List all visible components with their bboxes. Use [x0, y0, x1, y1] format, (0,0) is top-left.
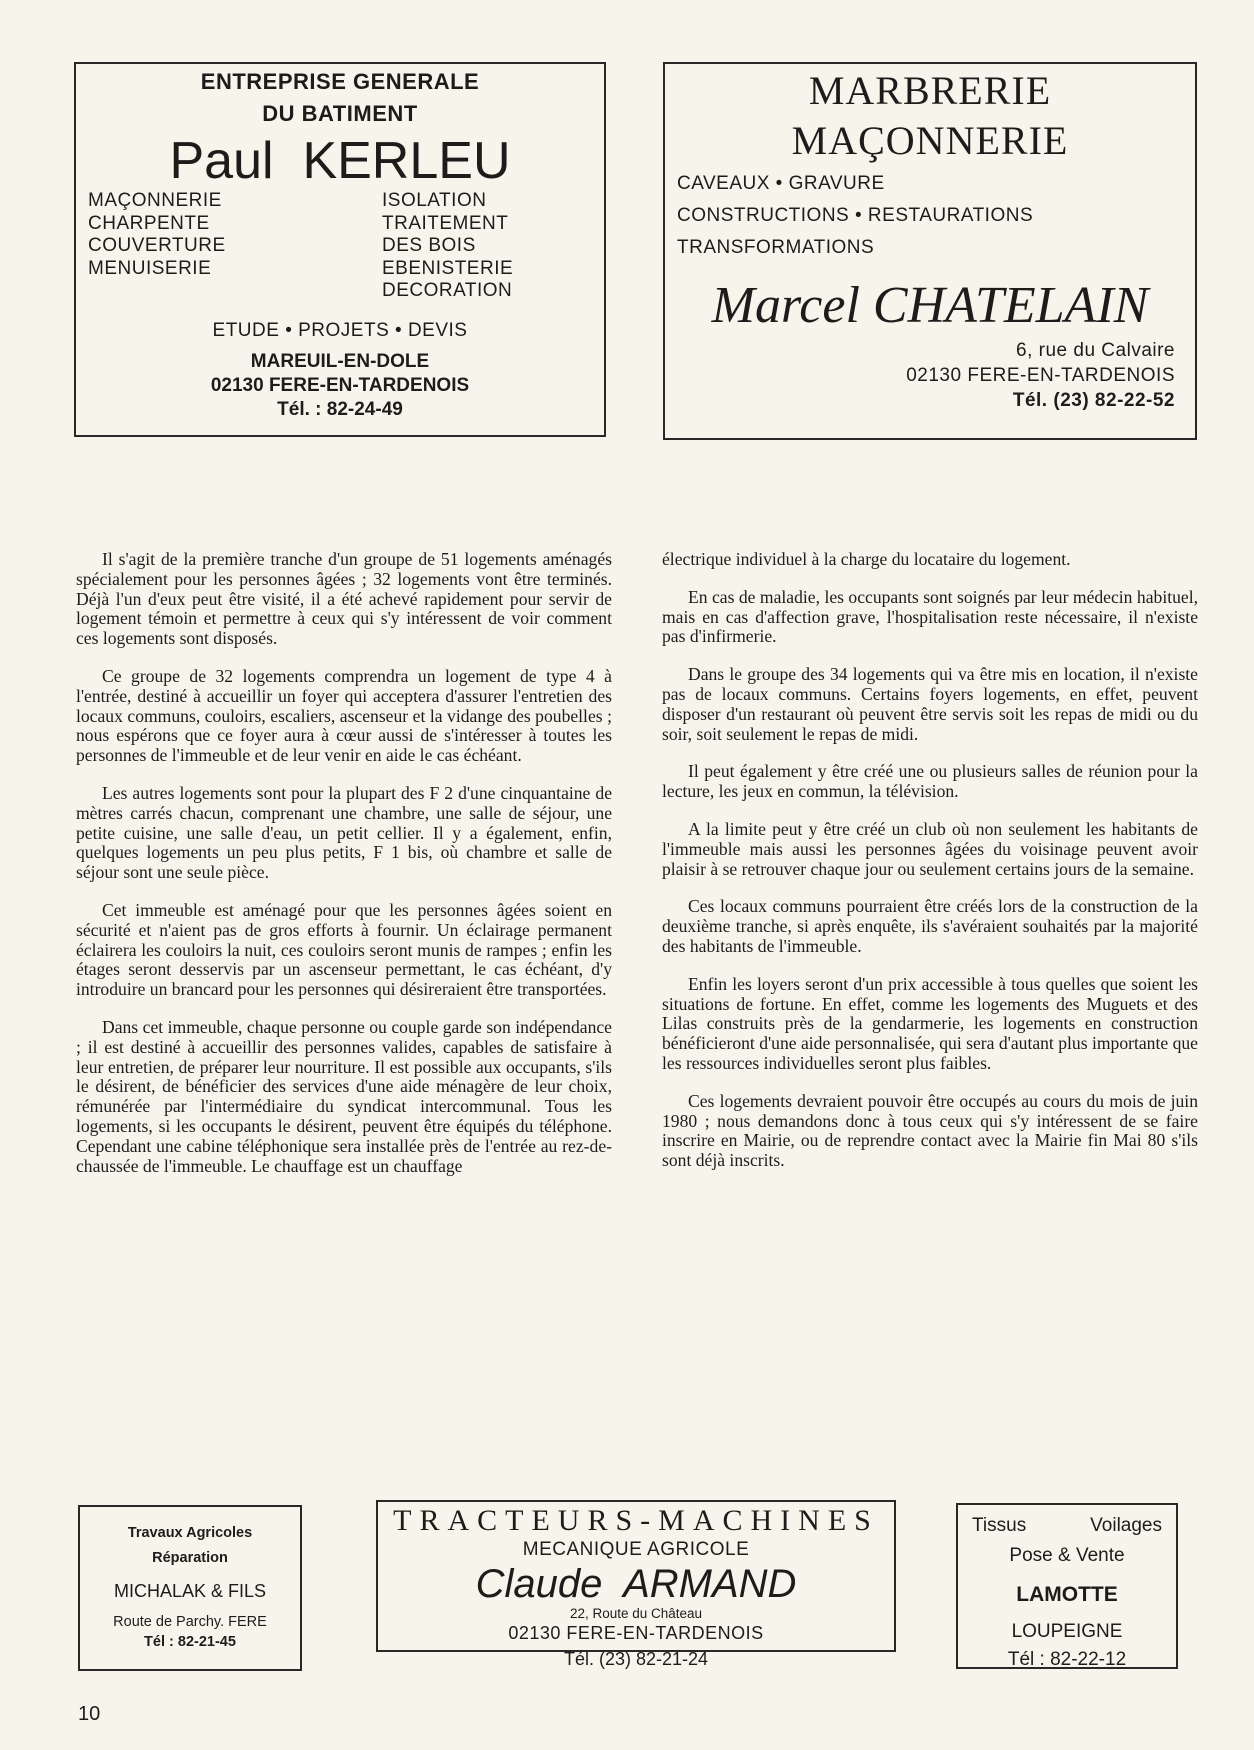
ad-chatelain-line: CAVEAUX • GRAVURE: [677, 173, 885, 194]
article-paragraph: Les autres logements sont pour la plupart des F 2 d'une cinquantaine de mètres carrés chacun, comprenant une chambre, une salle de séjour, une petite cuisine, une salle d'eau, un petit cellier. Il y a également, enfin, quelques logements un peu plus petits, F 1 bis, où chambre et salle de séjour sont une seule pièce.: [76, 782, 612, 883]
ad-kerleu-address2: 02130 FERE-EN-TARDENOIS: [210, 375, 470, 396]
ad-kerleu-etude: ETUDE • PROJETS • DEVIS: [212, 320, 468, 341]
ad-chatelain-lines: [665, 168, 1195, 264]
ad-michalak-phone: Tél : 82-21-45: [144, 1634, 236, 1650]
ad-chatelain-line: TRANSFORMATIONS: [677, 237, 875, 258]
service-item: TRAITEMENT: [382, 212, 509, 234]
ad-lamotte-place: LOUPEIGNE: [1011, 1621, 1123, 1642]
article-column-left: [76, 550, 612, 1194]
ad-michalak-line2: Réparation: [152, 1550, 228, 1566]
article-paragraph: Ces logements devraient pouvoir être occupés au cours du mois de juin 1980 ; nous demandons donc à tous ceux qui s'y intéressent de se faire inscrire en Mairie, ou de reprendre contact avec la Mairie fin Mai 80 s'ils sont déjà inscrits.: [662, 1090, 1198, 1171]
service-item: EBENISTERIE: [382, 257, 514, 279]
article-paragraph: Dans cet immeuble, chaque personne ou couple garde son indépendance ; il est destiné à accueillir des personnes valides, capables de satisfaire à leur entretien, de préparer leur nourriture. Il est possible aux occupants, s'ils le désirent, de bénéficier des services d'une aide ménagère de leur choix, rémunérée par l'intermédiaire du syndicat intercommunal. Tous les logements, si les occupants le désirent, peuvent être équipés du téléphone. Cependant une cabine téléphonique sera installée près de l'entrée au rez-de-chaussée de l'immeuble. Le chauffage est un chauffage: [76, 1016, 612, 1176]
article-column-right: [662, 550, 1198, 1189]
ad-armand-city: 02130 FERE-EN-TARDENOIS: [508, 1623, 764, 1643]
ad-lamotte-right: Voilages: [1090, 1515, 1162, 1536]
ad-chatelain-line: CONSTRUCTIONS • RESTAURATIONS: [677, 205, 1034, 226]
ad-michalak-name: MICHALAK & FILS: [113, 1581, 267, 1601]
ad-armand-address: 22, Route du Château: [569, 1606, 703, 1621]
ad-kerleu-line2: DU BATIMENT: [262, 101, 418, 126]
ad-chatelain: [663, 62, 1197, 440]
ad-kerleu: [74, 62, 606, 437]
service-item: DES BOIS: [382, 235, 476, 256]
service-item: MAÇONNERIE: [88, 190, 222, 211]
service-item: ISOLATION: [382, 190, 487, 211]
ad-armand-title: TRACTEURS-MACHINES: [393, 1504, 879, 1537]
page-number: 10: [78, 1703, 101, 1725]
ad-lamotte-left: Tissus: [972, 1515, 1027, 1536]
article-paragraph: En cas de maladie, les occupants sont soignés par leur médecin habituel, mais en cas d'affection grave, l'hospitalisation reste nécessaire, il n'existe pas d'infirmerie.: [662, 586, 1198, 647]
article-paragraph: Il peut également y être créé une ou plusieurs salles de réunion pour la lecture, les jeux en commun, la télévision.: [662, 761, 1198, 802]
ad-kerleu-services: [76, 190, 604, 318]
service-item: COUVERTURE: [88, 235, 226, 256]
service-item: MENUISERIE: [88, 257, 212, 279]
ad-lamotte-phone: Tél : 82-22-12: [1007, 1649, 1127, 1670]
article-paragraph: A la limite peut y être créé un club où non seulement les habitants de l'immeuble mais aussi les personnes âgées du voisinage peuvent avoir plaisir à se retrouver chaque jour ou seulement certains jours de la semaine.: [662, 818, 1198, 879]
ad-kerleu-address1: MAREUIL-EN-DOLE: [250, 351, 430, 372]
ad-michalak-road: Route de Parchy. FERE: [113, 1614, 267, 1630]
article-paragraph-continued: électrique individuel à la charge du locataire du logement.: [662, 549, 1071, 569]
ad-chatelain-phone: Tél. (23) 82-22-52: [1012, 390, 1175, 411]
ad-kerleu-name: Paul KERLEU: [169, 132, 511, 190]
ad-chatelain-name: Marcel CHATELAIN: [711, 277, 1149, 334]
ad-armand-name: Claude ARMAND: [475, 1562, 797, 1606]
service-item: DECORATION: [382, 280, 513, 301]
article-paragraph: Dans le groupe des 34 logements qui va être mis en location, il n'existe pas de locaux communs. Certains foyers logements, en effet, peuvent disposer d'un restaurant où peuvent être servis soit les repas de midi ou du soir, soit seulement le repas de midi.: [662, 664, 1198, 744]
ad-chatelain-address1: 6, rue du Calvaire: [1016, 340, 1175, 361]
ad-michalak-line1: Travaux Agricoles: [127, 1525, 253, 1541]
article-paragraph: Enfin les loyers seront d'un prix accessible à tous quelles que soient les situations de fortune. En effet, comme les logements des Muguets et des Lilas construits près de la gendarmerie, les logements en construction bénéficieront d'une aide personnalisée, qui sera d'autant plus importante que les ressources individuelles seront plus faibles.: [662, 973, 1198, 1073]
ad-michalak: [78, 1505, 302, 1671]
article-paragraph: Ces locaux communs pourraient être créés lors de la construction de la deuxième tranche, si après enquête, ils s'avéraient souhaités par la majorité des habitants de l'immeuble.: [662, 896, 1198, 956]
ad-kerleu-phone: Tél. : 82-24-49: [277, 399, 403, 420]
service-item: CHARPENTE: [88, 212, 210, 234]
services-right: [382, 190, 513, 303]
article-paragraph: Cet immeuble est aménagé pour que les personnes âgées soient en sécurité et n'aient pas de gros efforts à fournir. Un éclairage permanent éclairera les couloirs la nuit, ces couloirs seront munis de rampes ; enfin les étages seront desservis par un ascenseur permettant, le cas échéant, d'y introduire un brancard pour les personnes qui désireraient être transportées.: [76, 899, 612, 1000]
ad-armand-phone: Tél. (23) 82-21-24: [563, 1649, 709, 1669]
ad-lamotte-pose: Pose & Vente: [1009, 1545, 1125, 1566]
ad-kerleu-line1: ENTREPRISE GENERALE: [200, 69, 480, 94]
article-paragraph: Il s'agit de la première tranche d'un groupe de 51 logements aménagés spécialement pour les personnes âgées ; 32 logements vont être terminés. Déjà l'un d'eux peut être visité, il a été achevé rapidement pour servir de logement témoin et permettre à ceux qui s'y intéressent de voir comment ces logements sont disposés.: [76, 549, 612, 649]
ad-lamotte-name: LAMOTTE: [1016, 1583, 1118, 1606]
article-paragraph: Ce groupe de 32 logements comprendra un logement de type 4 à l'entrée, destiné à accueillir un foyer qui acceptera d'assurer l'entretien des locaux communs, couloirs, escaliers, ascenseur et la vidange des poubelles ; nous espérons que ce foyer aura à cœur aussi de s'intéresser à toutes les personnes de l'immeuble et de leur venir en aide le cas échéant.: [76, 665, 612, 766]
ad-armand: [376, 1500, 896, 1669]
ad-armand-subtitle: MECANIQUE AGRICOLE: [522, 1539, 750, 1560]
services-left: [88, 190, 226, 280]
ad-lamotte: [956, 1503, 1178, 1669]
ad-chatelain-title2: MAÇONNERIE: [791, 118, 1069, 163]
ad-chatelain-title1: MARBRERIE: [808, 68, 1052, 113]
ad-chatelain-address2: 02130 FERE-EN-TARDENOIS: [906, 365, 1175, 386]
ad-lamotte-row: [958, 1515, 1176, 1537]
